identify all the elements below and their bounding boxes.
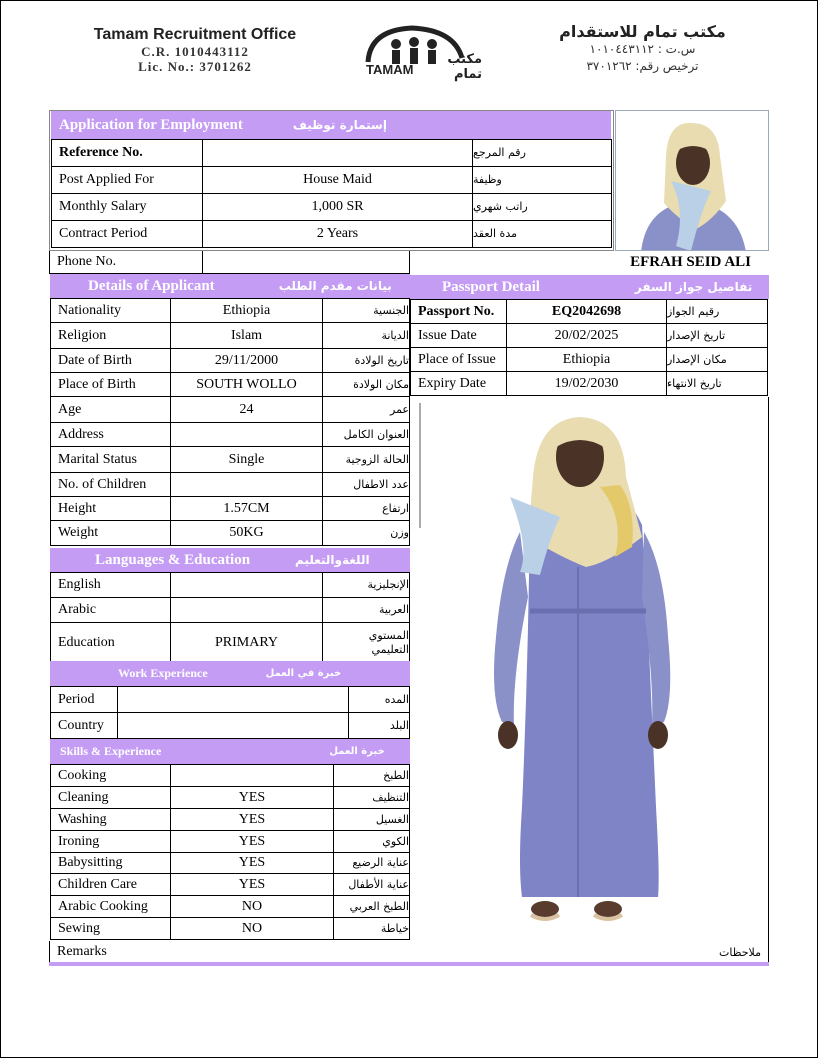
row-label: Height — [50, 496, 171, 521]
row-label: Expiry Date — [410, 371, 507, 396]
row-value — [117, 712, 349, 739]
tamam-logo — [362, 22, 482, 82]
office-header-en — [92, 26, 298, 74]
work-title-en: Work Experience — [118, 666, 208, 680]
row-label: Arabic Cooking — [50, 895, 171, 918]
logo-text-ar: مكتب تمام — [447, 52, 482, 82]
row-label: Post Applied For — [51, 166, 203, 194]
row-label-ar: خياطة — [333, 917, 410, 940]
skills-title-en: Skills & Experience — [60, 744, 162, 758]
applicant-full-photo — [410, 397, 769, 941]
row-label-ar: الحالة الزوجية — [322, 446, 410, 473]
row-value — [170, 422, 323, 447]
row-value — [202, 139, 473, 167]
row-value: 50KG — [170, 520, 323, 546]
row-value: 2 Years — [202, 220, 473, 248]
languages-title-bar — [50, 548, 410, 572]
remarks-row — [49, 941, 769, 963]
row-value: 19/02/2030 — [506, 371, 667, 396]
row-value: YES — [170, 852, 334, 874]
row-value — [117, 686, 349, 713]
row-label: Place of Birth — [50, 372, 171, 397]
applicant-title-en: Details of Applicant — [88, 277, 215, 294]
full-body-photo — [410, 397, 769, 941]
skills-title-ar: خبرة العمل — [329, 746, 385, 757]
row-label: Washing — [50, 808, 171, 831]
languages-title-ar: اللغةوالتعليم — [295, 553, 370, 567]
applicant-name: EFRAH SEID ALI — [630, 254, 751, 270]
row-label-ar: راتب شهري — [472, 193, 612, 221]
languages-title-en: Languages & Education — [95, 551, 251, 568]
work-title-bar — [50, 661, 410, 686]
row-label: Sewing — [50, 917, 171, 940]
row-value — [170, 572, 323, 598]
applicant-title-bar — [50, 274, 410, 298]
row-label: Religion — [50, 322, 171, 349]
row-label-ar: ارتفاع — [322, 496, 410, 521]
row-value — [170, 597, 323, 623]
row-label-ar: وزن — [322, 520, 410, 546]
application-title-en: Application for Employment — [59, 116, 243, 133]
row-label-ar: العنوان الكامل — [322, 422, 410, 447]
row-value: 29/11/2000 — [170, 348, 323, 373]
row-label: Passport No. — [410, 299, 507, 324]
row-label-ar: التنظيف — [333, 786, 410, 809]
row-value: Islam — [170, 322, 323, 349]
office-header-ar — [540, 22, 745, 75]
row-label-ar: رقم المرجع — [472, 139, 612, 167]
remarks-label-ar: ملاحظات — [719, 945, 761, 959]
row-label-ar: المده — [348, 686, 410, 713]
row-label-ar: تاريخ الانتهاء — [666, 371, 768, 396]
row-value: 1,000 SR — [202, 193, 473, 221]
row-label-ar: الطبخ العربي — [333, 895, 410, 918]
row-label-ar: الإنجليزية — [322, 572, 410, 598]
row-label-ar: الكوي — [333, 830, 410, 853]
row-label-ar: عناية الأطفال — [333, 873, 410, 896]
applicant-title-ar: بيانات مقدم الطلب — [278, 279, 392, 293]
row-label: No. of Children — [50, 472, 171, 497]
row-label: Address — [50, 422, 171, 447]
row-label: Contract Period — [51, 220, 203, 248]
row-value: 24 — [170, 396, 323, 423]
license-number-ar: ترخيص رقم: ٣٧٠١٢٦٢ — [586, 59, 699, 73]
row-value: Ethiopia — [506, 347, 667, 372]
skills-title-bar — [50, 739, 410, 764]
row-value: YES — [170, 786, 334, 809]
row-label: Country — [50, 712, 118, 739]
row-value: YES — [170, 873, 334, 896]
row-value — [170, 764, 334, 787]
row-value: PRIMARY — [170, 622, 323, 663]
cr-number-en: C.R. 1010443112 — [141, 44, 249, 59]
row-value: EQ2042698 — [506, 299, 667, 324]
row-label: Reference No. — [51, 139, 203, 167]
row-label: Ironing — [50, 830, 171, 853]
row-label: Cooking — [50, 764, 171, 787]
applicant-headshot — [615, 110, 769, 251]
row-value: NO — [170, 895, 334, 918]
row-label: Education — [50, 622, 171, 663]
office-name-en: Tamam Recruitment Office — [93, 26, 297, 43]
row-label: Cleaning — [50, 786, 171, 809]
phone-label: Phone No. — [49, 251, 202, 274]
work-title-ar: خبرة في العمل — [265, 668, 342, 679]
passport-title-bar — [410, 275, 769, 299]
row-label-ar: وظيفة — [472, 166, 612, 194]
row-label: Place of Issue — [410, 347, 507, 372]
row-label-ar: الديانة — [322, 322, 410, 349]
row-value: Ethiopia — [170, 298, 323, 323]
row-label-ar: تاريخ الإصدار — [666, 323, 768, 348]
row-label-ar: مدة العقد — [472, 220, 612, 248]
row-label-ar: البلد — [348, 712, 410, 739]
cr-number-ar: س.ت : ١٠١٠٤٤٣١١٢ — [589, 42, 696, 56]
row-value: YES — [170, 830, 334, 853]
row-value: NO — [170, 917, 334, 940]
row-label-ar: عناية الرضيع — [333, 852, 410, 874]
passport-title-en: Passport Detail — [442, 278, 540, 295]
row-label: Arabic — [50, 597, 171, 623]
row-value: YES — [170, 808, 334, 831]
row-label: Period — [50, 686, 118, 713]
row-label-ar: مكان الولادة — [322, 372, 410, 397]
row-label: Babysitting — [50, 852, 171, 874]
row-label-ar: المستوي التعليمي — [322, 622, 410, 663]
row-label-ar: الطبخ — [333, 764, 410, 787]
row-label: Marital Status — [50, 446, 171, 473]
row-label: Date of Birth — [50, 348, 171, 373]
application-title-bar — [51, 111, 611, 139]
row-label: Nationality — [50, 298, 171, 323]
row-label-ar: مكان الإصدار — [666, 347, 768, 372]
row-label: English — [50, 572, 171, 598]
row-label: Age — [50, 396, 171, 423]
passport-title-ar: تفاصيل جواز السفر — [634, 280, 753, 294]
row-label-ar: تاريخ الولادة — [322, 348, 410, 373]
row-label: Issue Date — [410, 323, 507, 348]
row-label-ar: الغسيل — [333, 808, 410, 831]
headshot-photo — [616, 111, 769, 251]
row-label: Weight — [50, 520, 171, 546]
row-value: House Maid — [202, 166, 473, 194]
row-label-ar: الجنسية — [322, 298, 410, 323]
remarks-bottom-bar — [49, 962, 769, 966]
row-label-ar: عدد الاطفال — [322, 472, 410, 497]
row-value: Single — [170, 446, 323, 473]
remarks-label: Remarks — [57, 944, 107, 959]
row-value — [170, 472, 323, 497]
row-label-ar: عمر — [322, 396, 410, 423]
row-value: 20/02/2025 — [506, 323, 667, 348]
row-value: 1.57CM — [170, 496, 323, 521]
row-label-ar: رقيم الجواز — [666, 299, 768, 324]
office-name-ar: مكتب تمام للاستقدام — [559, 22, 726, 41]
row-label: Children Care — [50, 873, 171, 896]
row-label: Monthly Salary — [51, 193, 203, 221]
phone-value — [202, 251, 410, 274]
license-number-en: Lic. No.: 3701262 — [138, 59, 252, 74]
row-value: SOUTH WOLLO — [170, 372, 323, 397]
row-label-ar: العربية — [322, 597, 410, 623]
photo-divider — [419, 403, 421, 528]
logo-text-en: TAMAM — [366, 62, 414, 77]
application-title-ar: إستمارة توظيف — [292, 118, 387, 132]
